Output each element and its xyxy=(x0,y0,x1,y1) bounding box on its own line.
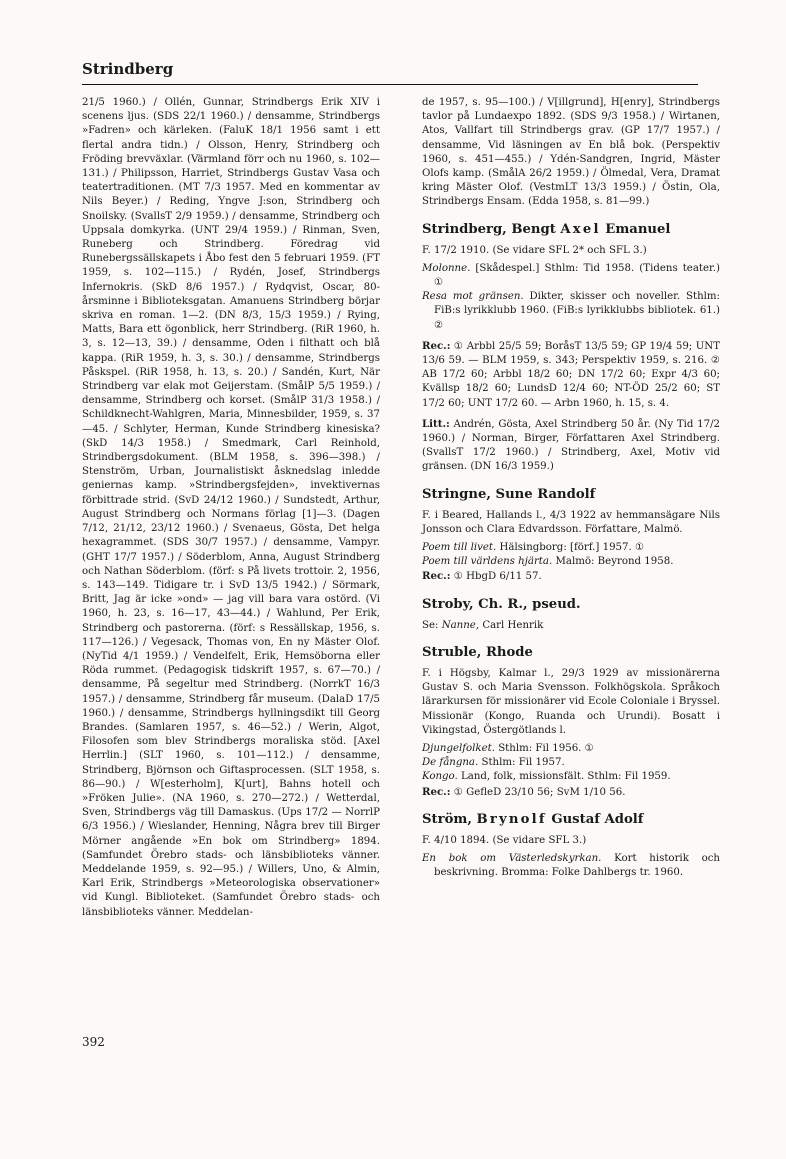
work-details: Malmö: Beyrond 1958. xyxy=(552,556,674,568)
work-details: Sthlm: Fil 1957. xyxy=(478,757,565,769)
heading-text: Ström, xyxy=(422,811,477,827)
work-title: De fångna. xyxy=(422,757,479,769)
heading-spaced-name: Axel xyxy=(560,221,601,237)
author-entry xyxy=(422,645,720,800)
work-title: En bok om Västerledskyrkan. xyxy=(422,852,602,864)
see-label: Se: xyxy=(422,619,442,631)
rec-label: Rec.: xyxy=(422,339,451,352)
work-item xyxy=(422,262,720,290)
heading-text: Gustaf Adolf xyxy=(546,811,644,827)
author-entry xyxy=(422,222,720,475)
work-details: Hälsingborg: [förf.] 1957. ① xyxy=(496,542,645,554)
page-number: 392 xyxy=(82,1035,105,1049)
continuation-text: de 1957, s. 95—100.) / V[illgrund], H[enry], Strindbergs tavlor på Lundaexpo 1892. (SDS 9/3 1958.) / Wirtanen, Atos, Vallfart till Strindbergs grav. (GP 17/7 1957.) / densamme, Vid läsningen av En blå bok. (Perspektiv 1960, s. 451—455.) / Ydén-Sandgren, Ingrid, Mäster Olofs kamp. (SmålA 26/2 1959.) / Ölmedal, Vera, Dramat kring Mäster Olof. (VestmLT 13/3 1959.) / Östin, Ola, Strindbergs Ensam. (Edda 1958, s. 81—99.) xyxy=(422,97,720,208)
work-details: Land, folk, missionsfält. Sthlm: Fil 1959. xyxy=(457,771,671,783)
work-item xyxy=(422,555,720,569)
work-title: Molonne. xyxy=(422,262,471,274)
entry-bio: F. 4/10 1894. (Se vidare SFL 3.) xyxy=(422,834,587,846)
work-item xyxy=(422,756,720,770)
heading-spaced-name: Brynolf xyxy=(476,811,547,827)
running-header: Strindberg xyxy=(82,60,174,78)
rec-text: ① Arbbl 25/5 59; BoråsT 13/5 59; GP 19/4 59; UNT 13/6 59. — BLM 1959, s. 343; Perspektiv 1959, s. 216. ② AB 17/2 60; Arbbl 18/2 60; DN 17/2 60; Expr 4/3 60; Kvällsp 18/2 60; LundsD 12/4 60; NT-ÖD 25/2 60; ST 17/2 60; UNT 17/2 60. — Arbn 1960, h. 15, s. 4. xyxy=(422,340,720,409)
right-column xyxy=(422,96,720,880)
header-rule xyxy=(82,84,698,85)
work-item xyxy=(422,541,720,555)
entry-bio: F. 17/2 1910. (Se vidare SFL 2* och SFL 3.) xyxy=(422,244,647,256)
rec-text: ① HbgD 6/11 57. xyxy=(450,571,542,583)
reviews xyxy=(422,339,720,411)
work-title: Poem till livet. xyxy=(422,542,497,554)
literature xyxy=(422,417,720,475)
entry-heading: Stroby, Ch. R., pseud. xyxy=(422,596,581,612)
reviews xyxy=(422,569,720,584)
work-details: Kort historik och beskrivning. Bromma: Folke Dahlbergs tr. 1960. xyxy=(434,852,720,879)
work-item xyxy=(422,852,720,880)
work-details: [Skådespel.] Sthlm: Tid 1958. (Tidens teater.) ① xyxy=(434,262,720,289)
heading-text: Strindberg, Bengt xyxy=(422,221,561,237)
work-title: Djungelfolket. xyxy=(422,742,495,754)
entry-heading xyxy=(422,222,720,238)
rec-label: Rec.: xyxy=(422,570,451,583)
work-item xyxy=(422,770,720,784)
work-details: Dikter, skisser och noveller. Sthlm: FiB:s lyrikklubb 1960. (FiB:s lyrikklubbs bibliotek. 61.) ② xyxy=(434,291,720,331)
work-title: Kongo. xyxy=(422,771,458,783)
litt-label: Litt.: xyxy=(422,417,450,430)
rec-text: ① GefleD 23/10 56; SvM 1/10 56. xyxy=(450,786,626,798)
entry-bio: F. i Beared, Hallands l., 4/3 1922 av hemmansägare Nils Jonsson och Clara Edvardsson. Författare, Malmö. xyxy=(422,509,720,535)
work-title: Poem till världens hjärta. xyxy=(422,556,553,568)
entry-heading xyxy=(422,812,720,828)
heading-text: Emanuel xyxy=(600,221,671,237)
see-title: Nanne, xyxy=(441,619,480,631)
bibliography-text: 21/5 1960.) / Ollén, Gunnar, Strindbergs Erik XIV i scenens ljus. (SDS 22/1 1960.) / densamme, Strindbergs »Fadren» och kärleken. (FaluK 18/1 1956 samt i ett flertal andra tidn.) / Olsson, Henry, Strindberg och Fröding brevväxlar. (Värmland förr och nu 1960, s. 102—131.) / Philipsson, Harriet, Strindbergs Gustav Vasa och teatertraditionen. (MT 7/3 1957. Med en kommentar av Nils Beyer.) / Reding, Yngve J:son, Strindberg och Snoilsky. (SvallsT 2/9 1959.) / densamme, Strindberg och Uppsala domkyrka. (UNT 29/4 1959.) / Rinman, Sven, Runeberg och Strindberg. Föredrag vid Runebergssällskapets i Åbo fest den 5 februari 1959. (FT 1959, s. 102—115.) / Rydén, Josef, Strindbergs Infernokris. (SkD 8/6 1957.) / Rydqvist, Oscar, 80-årsminne i Biblioteksgatan. Amanuens Strindberg börjar skriva en roman. 1—2. (DN 8/3, 15/3 1959.) / Rying, Matts, Bara ett ögonblick, herr Strindberg. (RiR 1960, h. 3, s. 12—13, 39.) / densamme, Oden i filthatt och blå kappa. (RiR 1959, h. 3, s. 30.) / densamme, Strindbergs Påskspel. (RiR 1958, h. 13, s. 20.) / Sandén, Kurt, När Strindberg var elak mot Geijerstam. (SmålP 5/5 1959.) / densamme, Strindberg och korset. (SmålP 31/3 1958.) / Schildknecht-Wahlgren, Maria, Minnesbilder, 1959, s. 37—45. / Schlyter, Herman, Kunde Strindberg kinesiska? (SkD 14/3 1958.) / Smedmark, Carl Reinhold, Strindbergsdokument. (BLM 1958, s. 396—398.) / Stenström, Urban, Journalistiskt åsknedslag inledde geniernas kamp. »Strindbergsfejden», invektivernas förbittrade strid. (SvD 24/12 1960.) / Sundstedt, Arthur, August Strindberg och Normans förlag [1]—3. (Dagen 7/12, 21/12, 23/12 1960.) / Svenaeus, Gösta, Det helga hexagrammet. (SDS 30/7 1957.) / densamme, Vampyr. (GHT 17/7 1957.) / Söderblom, Anna, August Strindberg och Nathan Söderblom. (förf: s På livets trottoir. 2, 1956, s. 143—149. Tidigare tr. i SvD 13/5 1942.) / Sörmark, Britt, Jag är icke »ond» — jag vill bara vara ostörd. (Vi 1960, h. 23, s. 16—17, 43—44.) / Wahlund, Per Erik, Strindberg och pastorerna. (förf: s Ressällskap, 1956, s. 117—126.) / Vegesack, Thomas von, En ny Mäster Olof. (NyTid 4/1 1959.) / Vendelfelt, Erik, Hemsöborna eller Röda rummet. (Pedagogisk tidskrift 1957, s. 67—70.) / densamme, På segeltur med Strindberg. (NorrkT 16/3 1957.) / densamme, Strindberg får museum. (DalaD 17/5 1960.) / densamme, Strindbergs hyllningsdikt till Georg Brandes. (Samlaren 1957, s. 46—52.) / Werin, Algot, Filosofen som blev Strindbergs moraliska stöd. [Axel Herrlin.] (SLT 1960, s. 101—112.) / densamme, Strindberg, Björnson och Giftasprocessen. (SLT 1958, s. 86—90.) / W[esterholm], K[urt], Bahns hotell och »Fröken Julie». (NA 1960, s. 270—272.) / Wetterdal, Sven, Strindbergs väg till Damaskus. (Ups 17/2 — NorrlP 6/3 1956.) / Wieslander, Henning, Några brev till Birger Mörner angående »En bok om Strindberg» 1894. (Samfundet Örebro stads- och länsbiblioteks vänner. Meddelande 1959, s. 92—95.) / Willers, Uno, & Almin, Karl Erik, Strindbergs »Meteorologiska observationer» vid Kungl. Biblioteket. (Samfundet Örebro stads- och länsbiblioteks vänner. Meddelan- xyxy=(82,97,380,918)
see-text: Carl Henrik xyxy=(479,619,544,631)
author-entry xyxy=(422,812,720,881)
reviews xyxy=(422,785,720,800)
entry-heading: Stringne, Sune Randolf xyxy=(422,486,596,502)
left-column xyxy=(82,96,380,924)
author-entry xyxy=(422,597,720,633)
author-entry xyxy=(422,487,720,585)
see-reference xyxy=(422,619,720,633)
work-item xyxy=(422,742,720,756)
litt-text: Andrén, Gösta, Axel Strindberg 50 år. (Ny Tid 17/2 1960.) / Norman, Birger, Författaren Axel Strindberg. (SvallsT 17/2 1960.) / Strindberg, Axel, Motiv vid gränsen. (DN 16/3 1959.) xyxy=(422,418,720,473)
entry-bio: F. i Högsby, Kalmar l., 29/3 1929 av missionärerna Gustav S. och Maria Svensson. Folkhögskola. Språkoch lärarkursen för missionärer vid Ecole Coloniale i Bryssel. Missionär (Kongo, Ruanda och Urundi). Bosatt i Vikingstad, Östergötlands l. xyxy=(422,667,720,736)
entry-heading: Struble, Rhode xyxy=(422,644,533,660)
work-details: Sthlm: Fil 1956. ① xyxy=(494,742,594,754)
work-title: Resa mot gränsen. xyxy=(422,291,524,303)
work-item xyxy=(422,290,720,333)
rec-label: Rec.: xyxy=(422,785,451,798)
